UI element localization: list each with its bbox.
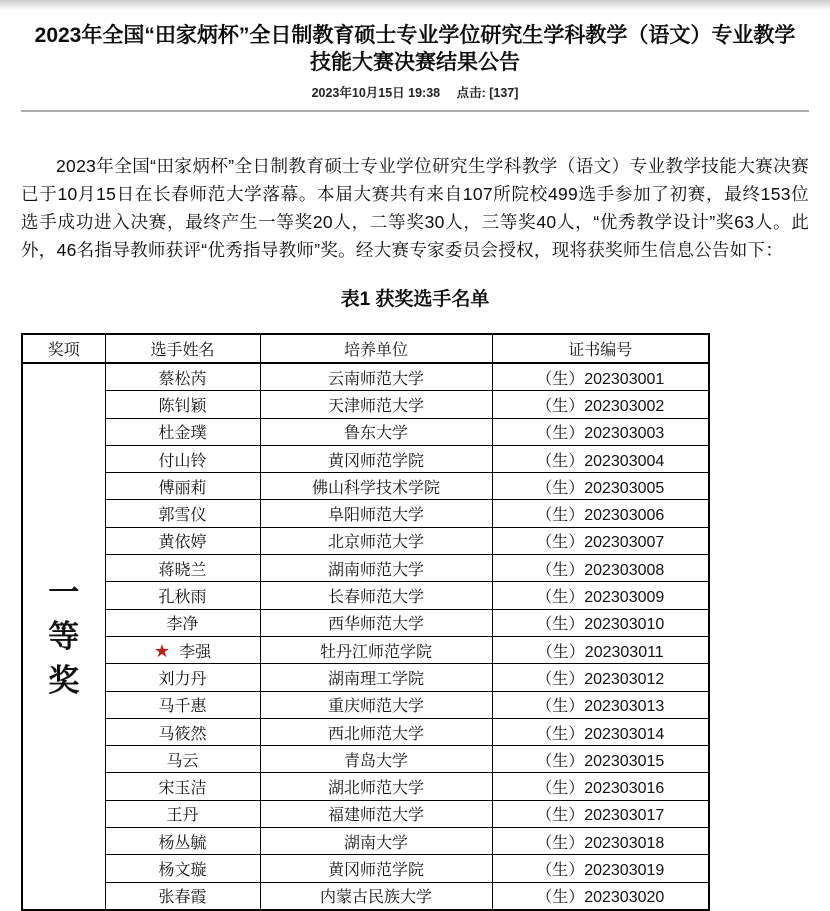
training-unit-cell: 西北师范大学 <box>260 718 492 745</box>
training-unit-cell: 重庆师范大学 <box>260 691 492 718</box>
contestant-name-cell <box>105 445 260 472</box>
contestant-name: 黄依婷 <box>158 534 207 552</box>
table-row <box>22 800 709 827</box>
training-unit-cell: 佛山科学技术学院 <box>260 473 492 500</box>
contestant-name: 杨文璇 <box>158 861 207 879</box>
table-row <box>22 828 709 855</box>
contestant-name-cell <box>105 882 260 910</box>
contestant-name-cell <box>105 828 260 855</box>
contestant-name: 孔秋雨 <box>158 589 207 607</box>
contestant-name: 陈钊颖 <box>158 397 207 415</box>
certificate-number-cell: （生）202303016 <box>492 773 709 800</box>
contestant-name-cell <box>105 636 260 663</box>
contestant-name: 宋玉洁 <box>158 780 207 798</box>
contestant-name: 傅丽莉 <box>158 479 207 497</box>
award-group-cell <box>22 363 105 910</box>
certificate-number-cell: （生）202303005 <box>492 473 709 500</box>
star-icon: ★ <box>153 640 171 661</box>
training-unit-cell: 云南师范大学 <box>260 363 492 391</box>
training-unit-cell: 福建师范大学 <box>260 800 492 827</box>
contestant-name: 张春霞 <box>158 889 207 907</box>
certificate-number-cell: （生）202303015 <box>492 746 709 773</box>
certificate-number-cell: （生）202303002 <box>492 391 709 418</box>
training-unit-cell: 鲁东大学 <box>260 418 492 445</box>
training-unit-cell: 内蒙古民族大学 <box>260 882 492 910</box>
column-header-award: 奖项 <box>22 334 105 363</box>
certificate-number-cell: （生）202303018 <box>492 828 709 855</box>
intro-paragraph: 2023年全国“田家炳杯”全日制教育硕士专业学位研究生学科教学（语文）专业教学技能大赛决赛已于10月15日在长春师范大学落幕。本届大赛共有来自107所院校499选手参加了初赛，最终153位选手成功进入决赛，最终产生一等奖20人，二等奖30人，三等奖40人，“优秀教学设计”奖63人。此外，46名指导教师获评“优秀指导教师”奖。经大赛专家委员会授权，现将获奖师生信息公告如下： <box>21 156 809 260</box>
contestant-name-cell <box>105 664 260 691</box>
contestant-name-cell <box>105 582 260 609</box>
certificate-number-cell: （生）202303013 <box>492 691 709 718</box>
contestant-name-cell <box>105 718 260 745</box>
training-unit-cell: 青岛大学 <box>260 746 492 773</box>
table-row <box>22 636 709 663</box>
certificate-number-cell: （生）202303008 <box>492 555 709 582</box>
click-count: 点击: [137] <box>456 86 519 100</box>
column-header-certificate-number: 证书编号 <box>492 334 709 363</box>
contestant-name: 蒋晓兰 <box>158 561 207 579</box>
training-unit-cell: 牡丹江师范学院 <box>260 636 492 663</box>
certificate-number-cell: （生）202303017 <box>492 800 709 827</box>
contestant-name-cell <box>105 691 260 718</box>
announcement-page <box>0 22 830 911</box>
table-row <box>22 664 709 691</box>
table-row <box>22 527 709 554</box>
contestant-name: 付山铃 <box>158 452 207 470</box>
table-row <box>22 773 709 800</box>
publish-datetime: 2023年10月15日 19:38 <box>311 86 441 100</box>
column-header-training-unit: 培养单位 <box>260 334 492 363</box>
certificate-number-cell: （生）202303007 <box>492 527 709 554</box>
certificate-number-cell: （生）202303011 <box>492 636 709 663</box>
training-unit-cell: 湖南理工学院 <box>260 664 492 691</box>
page-title: 2023年全国“田家炳杯”全日制教育硕士专业学位研究生学科教学（语文）专业教学技能大赛决赛结果公告 <box>34 24 796 74</box>
header-divider <box>21 110 809 112</box>
table-row <box>22 473 709 500</box>
contestant-name-cell <box>105 609 260 636</box>
table-row <box>22 500 709 527</box>
table-row <box>22 391 709 418</box>
contestant-name-cell <box>105 418 260 445</box>
training-unit-cell: 阜阳师范大学 <box>260 500 492 527</box>
contestant-name: 马千惠 <box>158 698 207 716</box>
certificate-number-cell: （生）202303004 <box>492 445 709 472</box>
certificate-number-cell: （生）202303003 <box>492 418 709 445</box>
column-header-contestant-name: 选手姓名 <box>105 334 260 363</box>
training-unit-cell: 长春师范大学 <box>260 582 492 609</box>
contestant-name: 杜金璞 <box>158 425 207 443</box>
training-unit-cell: 黄冈师范学院 <box>260 855 492 882</box>
contestant-name: 刘力丹 <box>158 670 207 688</box>
certificate-number-cell: （生）202303010 <box>492 609 709 636</box>
training-unit-cell: 湖北师范大学 <box>260 773 492 800</box>
contestant-name-cell <box>105 773 260 800</box>
contestant-name: 杨丛毓 <box>158 834 207 852</box>
contestant-name: 马云 <box>166 752 199 770</box>
table-row <box>22 718 709 745</box>
contestant-name-cell <box>105 800 260 827</box>
contestant-name-cell <box>105 391 260 418</box>
contestant-name-cell <box>105 500 260 527</box>
training-unit-cell: 西华师范大学 <box>260 609 492 636</box>
contestant-name-cell <box>105 855 260 882</box>
table-row <box>22 582 709 609</box>
contestant-name: 李净 <box>166 616 199 634</box>
contestant-name-cell <box>105 555 260 582</box>
table-row <box>22 555 709 582</box>
table-row <box>22 691 709 718</box>
contestant-name-cell <box>105 746 260 773</box>
certificate-number-cell: （生）202303012 <box>492 664 709 691</box>
table-row <box>22 609 709 636</box>
contestant-name: 郭雪仪 <box>158 507 207 525</box>
contestant-name: 蔡松芮 <box>158 370 207 388</box>
table-header-row <box>22 334 709 363</box>
award-group-label: 一 等 奖 <box>48 574 80 698</box>
awards-table <box>21 333 710 911</box>
top-gradient-band <box>0 0 830 10</box>
training-unit-cell: 湖南大学 <box>260 828 492 855</box>
certificate-number-cell: （生）202303019 <box>492 855 709 882</box>
contestant-name: 马筱然 <box>158 725 207 743</box>
certificate-number-cell: （生）202303020 <box>492 882 709 910</box>
contestant-name: 王丹 <box>166 807 199 825</box>
training-unit-cell: 北京师范大学 <box>260 527 492 554</box>
certificate-number-cell: （生）202303006 <box>492 500 709 527</box>
training-unit-cell: 湖南师范大学 <box>260 555 492 582</box>
certificate-number-cell: （生）202303009 <box>492 582 709 609</box>
table-caption: 表1 获奖选手名单 <box>340 289 490 310</box>
certificate-number-cell: （生）202303001 <box>492 363 709 391</box>
table-row <box>22 418 709 445</box>
contestant-name: 李强 <box>179 643 212 661</box>
table-row <box>22 855 709 882</box>
certificate-number-cell: （生）202303014 <box>492 718 709 745</box>
table-row <box>22 445 709 472</box>
contestant-name-cell <box>105 363 260 391</box>
contestant-name-cell <box>105 527 260 554</box>
contestant-name-cell <box>105 473 260 500</box>
table-row <box>22 363 709 391</box>
training-unit-cell: 黄冈师范学院 <box>260 445 492 472</box>
training-unit-cell: 天津师范大学 <box>260 391 492 418</box>
table-row <box>22 882 709 910</box>
meta-line <box>21 83 809 101</box>
table-row <box>22 746 709 773</box>
